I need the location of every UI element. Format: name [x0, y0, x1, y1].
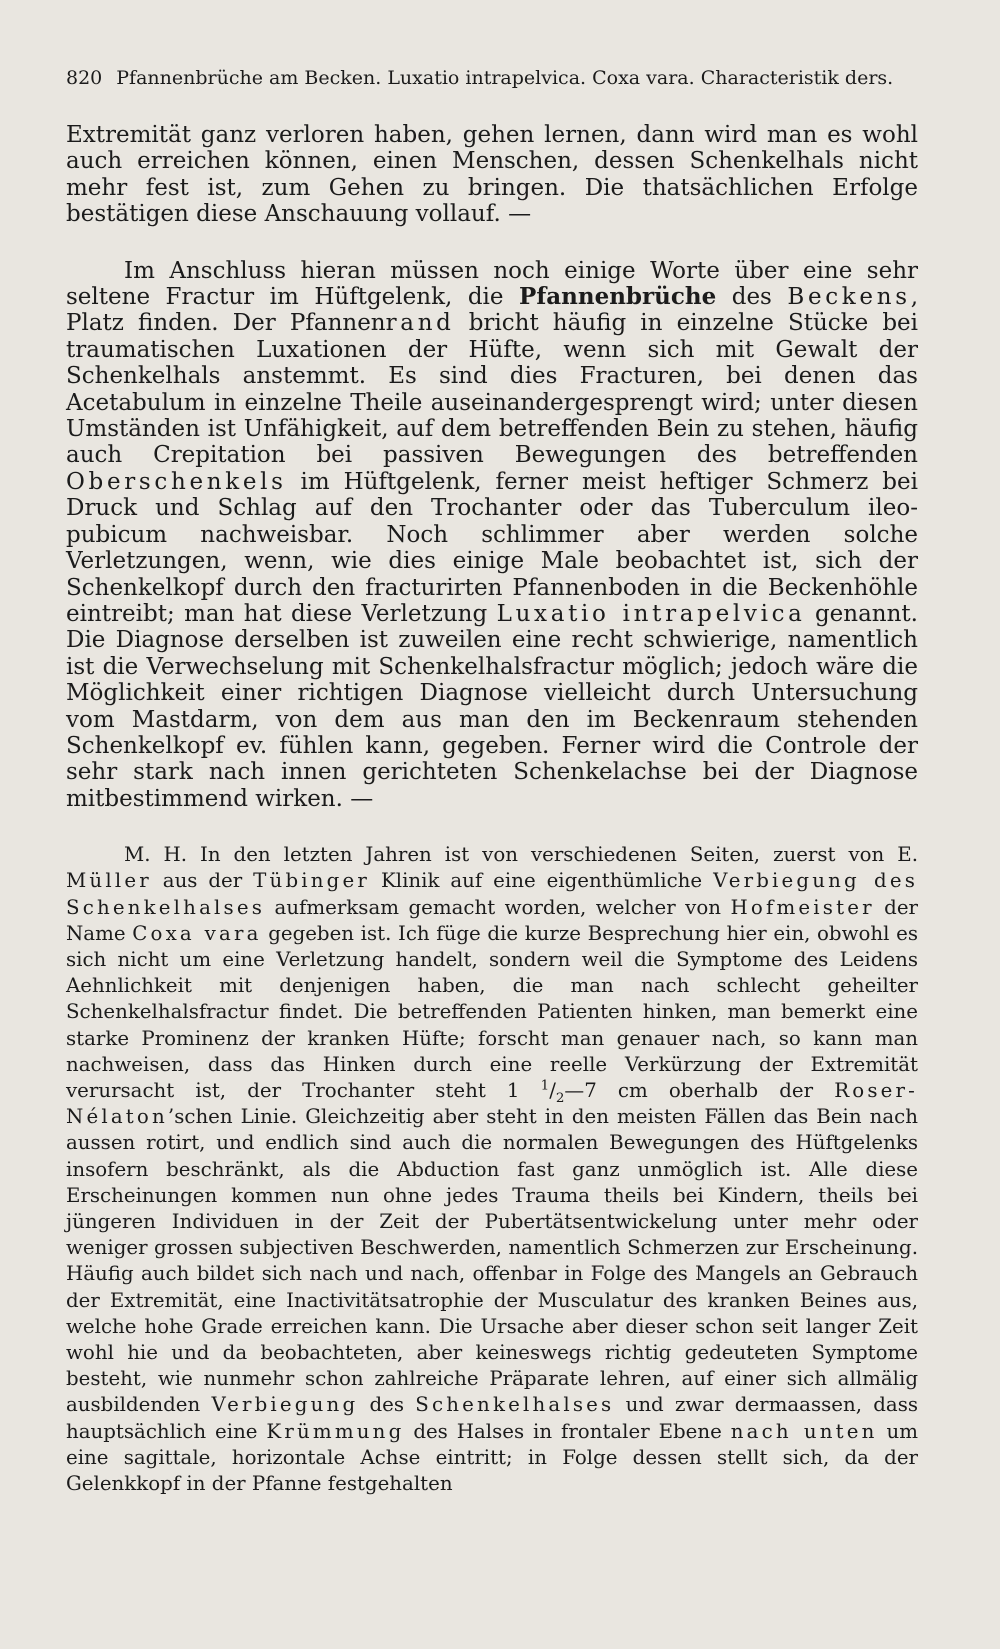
text-run: genannt. Die Diagnose derselben ist zuweilen eine recht schwierige, namentlich ist die Verwechselung mit Schenkelhalsfractur möglich; jedoch wäre die Möglichkeit einer richtigen Diagnose vielleicht durch Untersuchung vom Mastdarm, von dem aus man den im Beckenraum stehenden Schenkelkopf ev. fühlen kann, gegeben. Ferner wird die Controle der sehr stark nach innen gerichteten Schenkelachse bei der Diagnose mitbestimmend wirken. —	[66, 600, 918, 812]
paragraph-pfannenbrueche	[66, 258, 918, 813]
main-text-block	[66, 122, 918, 812]
text-run: aus der	[151, 869, 254, 893]
page-number: 820	[66, 67, 103, 89]
fraction-denominator: 2	[555, 1090, 565, 1106]
spaced-term: Oberschenkels	[66, 468, 287, 495]
text-run: ’schen Linie. Gleichzeitig aber steht in den meisten Fällen das Bein nach aussen rotirt, und endlich sind auch die normalen Bewegungen des Hüftgelenks insofern beschränkt, als die Abduction fast ganz unmöglich ist. Alle diese Erscheinungen kommen nun ohne jedes Trauma theils bei Kindern, theils bei jüngeren Individuen in der Zeit der Pubertätsentwickelung unter mehr oder weniger grossen subjectiven Beschwerden, namentlich Schmerzen zur Erscheinung. Häufig auch bildet sich nach und nach, offenbar in Folge des Mangels an Gebrauch der Extremität, eine Inactivitätsatrophie der Musculatur des kranken Beines aus, welche hohe Grade erreichen kann. Die Ursache aber dieser schon seit langer Zeit wohl hie und da beobachteten, aber keineswegs richtig gedeuteten Symptome besteht, wie nunmehr schon zahlreiche Präparate lehren, auf einer sich allmälig ausbildenden	[66, 1105, 918, 1417]
text-run: im Hüftgelenk, ferner meist heftiger Schmerz bei Druck und Schlag auf den Trochanter oder das Tuberculum ileo-pubicum nachweisbar. Noch schlimmer aber werden solche Verletzungen, wenn, wie dies einige Male beobachtet ist, sich der Schenkelkopf durch den fracturirten Pfannenboden in die Beckenhöhle eintreibt; man hat diese Verletzung	[66, 468, 918, 627]
text-run: der Name	[66, 895, 918, 945]
text-run: Im Anschluss hieran müssen noch einige Worte über eine sehr seltene Fractur im Hüftgelenk, die	[66, 257, 918, 311]
spaced-term: Verbiegung	[211, 1393, 359, 1417]
spaced-name: Müller	[66, 869, 152, 893]
spaced-term-coxa-vara: Coxa vara	[132, 921, 262, 945]
spaced-term: Krümmung	[266, 1419, 405, 1443]
text-run: des	[358, 1393, 416, 1417]
paragraph-coxa-vara: M. H. In den letzten Jahren ist von verschiedenen Seiten, zuerst von E. Müller aus der Tübinger Klinik auf eine eigenthümliche Verbiegung des Schenkelhalses aufmerksam gemacht worden, welcher von Hofmeister der Name Coxa vara gegeben ist. Ich füge die kurze Besprechung hier ein, obwohl es sich nicht um eine Verletzung handelt, sondern weil die Symptome des Leidens Aehnlichkeit mit denjenigen haben, die man nach schlecht geheilter Schenkelhalsfractur findet. Die betreffenden Patienten hinken, man bemerkt eine starke Prominenz der kranken Hüfte; forscht man genauer nach, so kann man nachweisen, dass das Hinken durch eine reelle Verkürzung der Extremität verursacht ist, der Trochanter steht 1 $^1/_2—7$ cm oberhalb der Roser-Nélaton’schen Linie. Gleichzeitig aber steht in den meisten Fällen das Bein nach aussen rotirt, und endlich sind auch die normalen Bewegungen des Hüftgelenks insofern beschränkt, als die Abduction fast ganz unmöglich ist. Alle diese Erscheinungen kommen nun ohne jedes Trauma theils bei Kindern, theils bei jüngeren Individuen in der Zeit der Pubertätsentwickelung unter mehr oder weniger grossen subjectiven Beschwerden, namentlich Schmerzen zur Erscheinung. Häufig auch bildet sich nach und nach, offenbar in Folge des Mangels an Gebrauch der Extremität, eine Inactivitätsatrophie der Musculatur des kranken Beines aus, welche hohe Grade erreichen kann. Die Ursache aber dieser schon seit langer Zeit wohl hie und da beobachteten, aber keineswegs richtig gedeuteten Symptome besteht, wie nunmehr schon zahlreiche Präparate lehren, auf einer sich allmälig ausbildenden Verbiegung des Schenkelhalses und zwar dermaassen, dass hauptsächlich eine Krümmung des Halses in frontaler Ebene nach unten um eine sagittale, horizontale Achse eintritt; in Folge dessen stellt sich, da der Gelenkkopf in der Pfanne festgehalten	[66, 843, 919, 1496]
bold-term-pfannenbrueche: Pfannenbrüche	[519, 283, 717, 311]
text-run: , Platz finden. Der Pfannen	[66, 284, 919, 337]
text-run: M. H. In den letzten Jahren ist von verschiedenen Seiten, zuerst von E.	[124, 843, 918, 867]
text-run: —7 cm oberhalb der	[564, 1078, 835, 1102]
text-run: gegeben ist. Ich füge die kurze Besprechung hier ein, obwohl es sich nicht um eine Verletzung handelt, sondern weil die Symptome des Leidens Aehnlichkeit mit denjenigen haben, die man nach schlecht geheilter Schenkelhalsfractur findet. Die betreffenden Patienten hinken, man bemerkt eine starke Prominenz der kranken Hüfte; forscht man genauer nach, so kann man nachweisen, dass das Hinken durch eine reelle Verkürzung der Extremität verursacht ist, der Trochanter steht 1	[66, 921, 918, 1102]
spaced-term: nach unten	[730, 1419, 878, 1443]
spaced-term: Verbiegung des Schenkelhalses	[66, 869, 919, 919]
spaced-term-luxatio: Luxatio intrapelvica	[496, 600, 806, 627]
spaced-name: Hofmeister	[730, 895, 875, 919]
text-run: um eine sagittale, horizontale Achse eintritt; in Folge dessen stellt sich, da der Gelenkkopf in der Pfanne festgehalten	[66, 1419, 918, 1496]
text-run: des	[716, 284, 788, 311]
paragraph-continuation: Extremität ganz verloren haben, gehen lernen, dann wird man es wohl auch erreichen können, einen Menschen, dessen Schenkelhals nicht mehr fest ist, zum Gehen zu bringen. Die thatsächlichen Erfolge bestätigen diese Anschauung vollauf. —	[66, 122, 918, 228]
text-run: bricht häufig in einzelne Stücke bei traumatischen Luxationen der Hüfte, wenn sich mit Gewalt der Schenkelhals anstemmt. Es sind dies Fracturen, bei denen das Acetabulum in einzelne Theile auseinandergesprengt wird; unter diesen Umständen ist Unfähigkeit, auf dem betreffenden Bein zu stehen, häufig auch Crepitation bei passiven Bewegungen des betreffenden	[66, 310, 919, 469]
spaced-term: Beckens	[787, 284, 911, 311]
text-run: und zwar dermaassen, dass hauptsächlich eine	[66, 1393, 918, 1443]
text-run: aufmerksam gemacht worden, welcher von	[265, 895, 731, 919]
spaced-term: rand	[385, 310, 455, 337]
spaced-name: Tübinger	[253, 869, 371, 893]
running-header	[66, 62, 918, 94]
spaced-term: Schenkelhalses	[415, 1393, 615, 1417]
spaced-name: Roser-Nélaton	[66, 1078, 919, 1129]
text-run: des Halses in frontaler Ebene	[404, 1419, 731, 1443]
fraction-numerator: 1	[540, 1078, 550, 1094]
text-run: Klinik auf eine eigenthümliche	[370, 869, 714, 893]
running-title: Pfannenbrüche am Becken. Luxatio intrapelvica. Coxa vara. Characteristik ders.	[116, 67, 894, 89]
